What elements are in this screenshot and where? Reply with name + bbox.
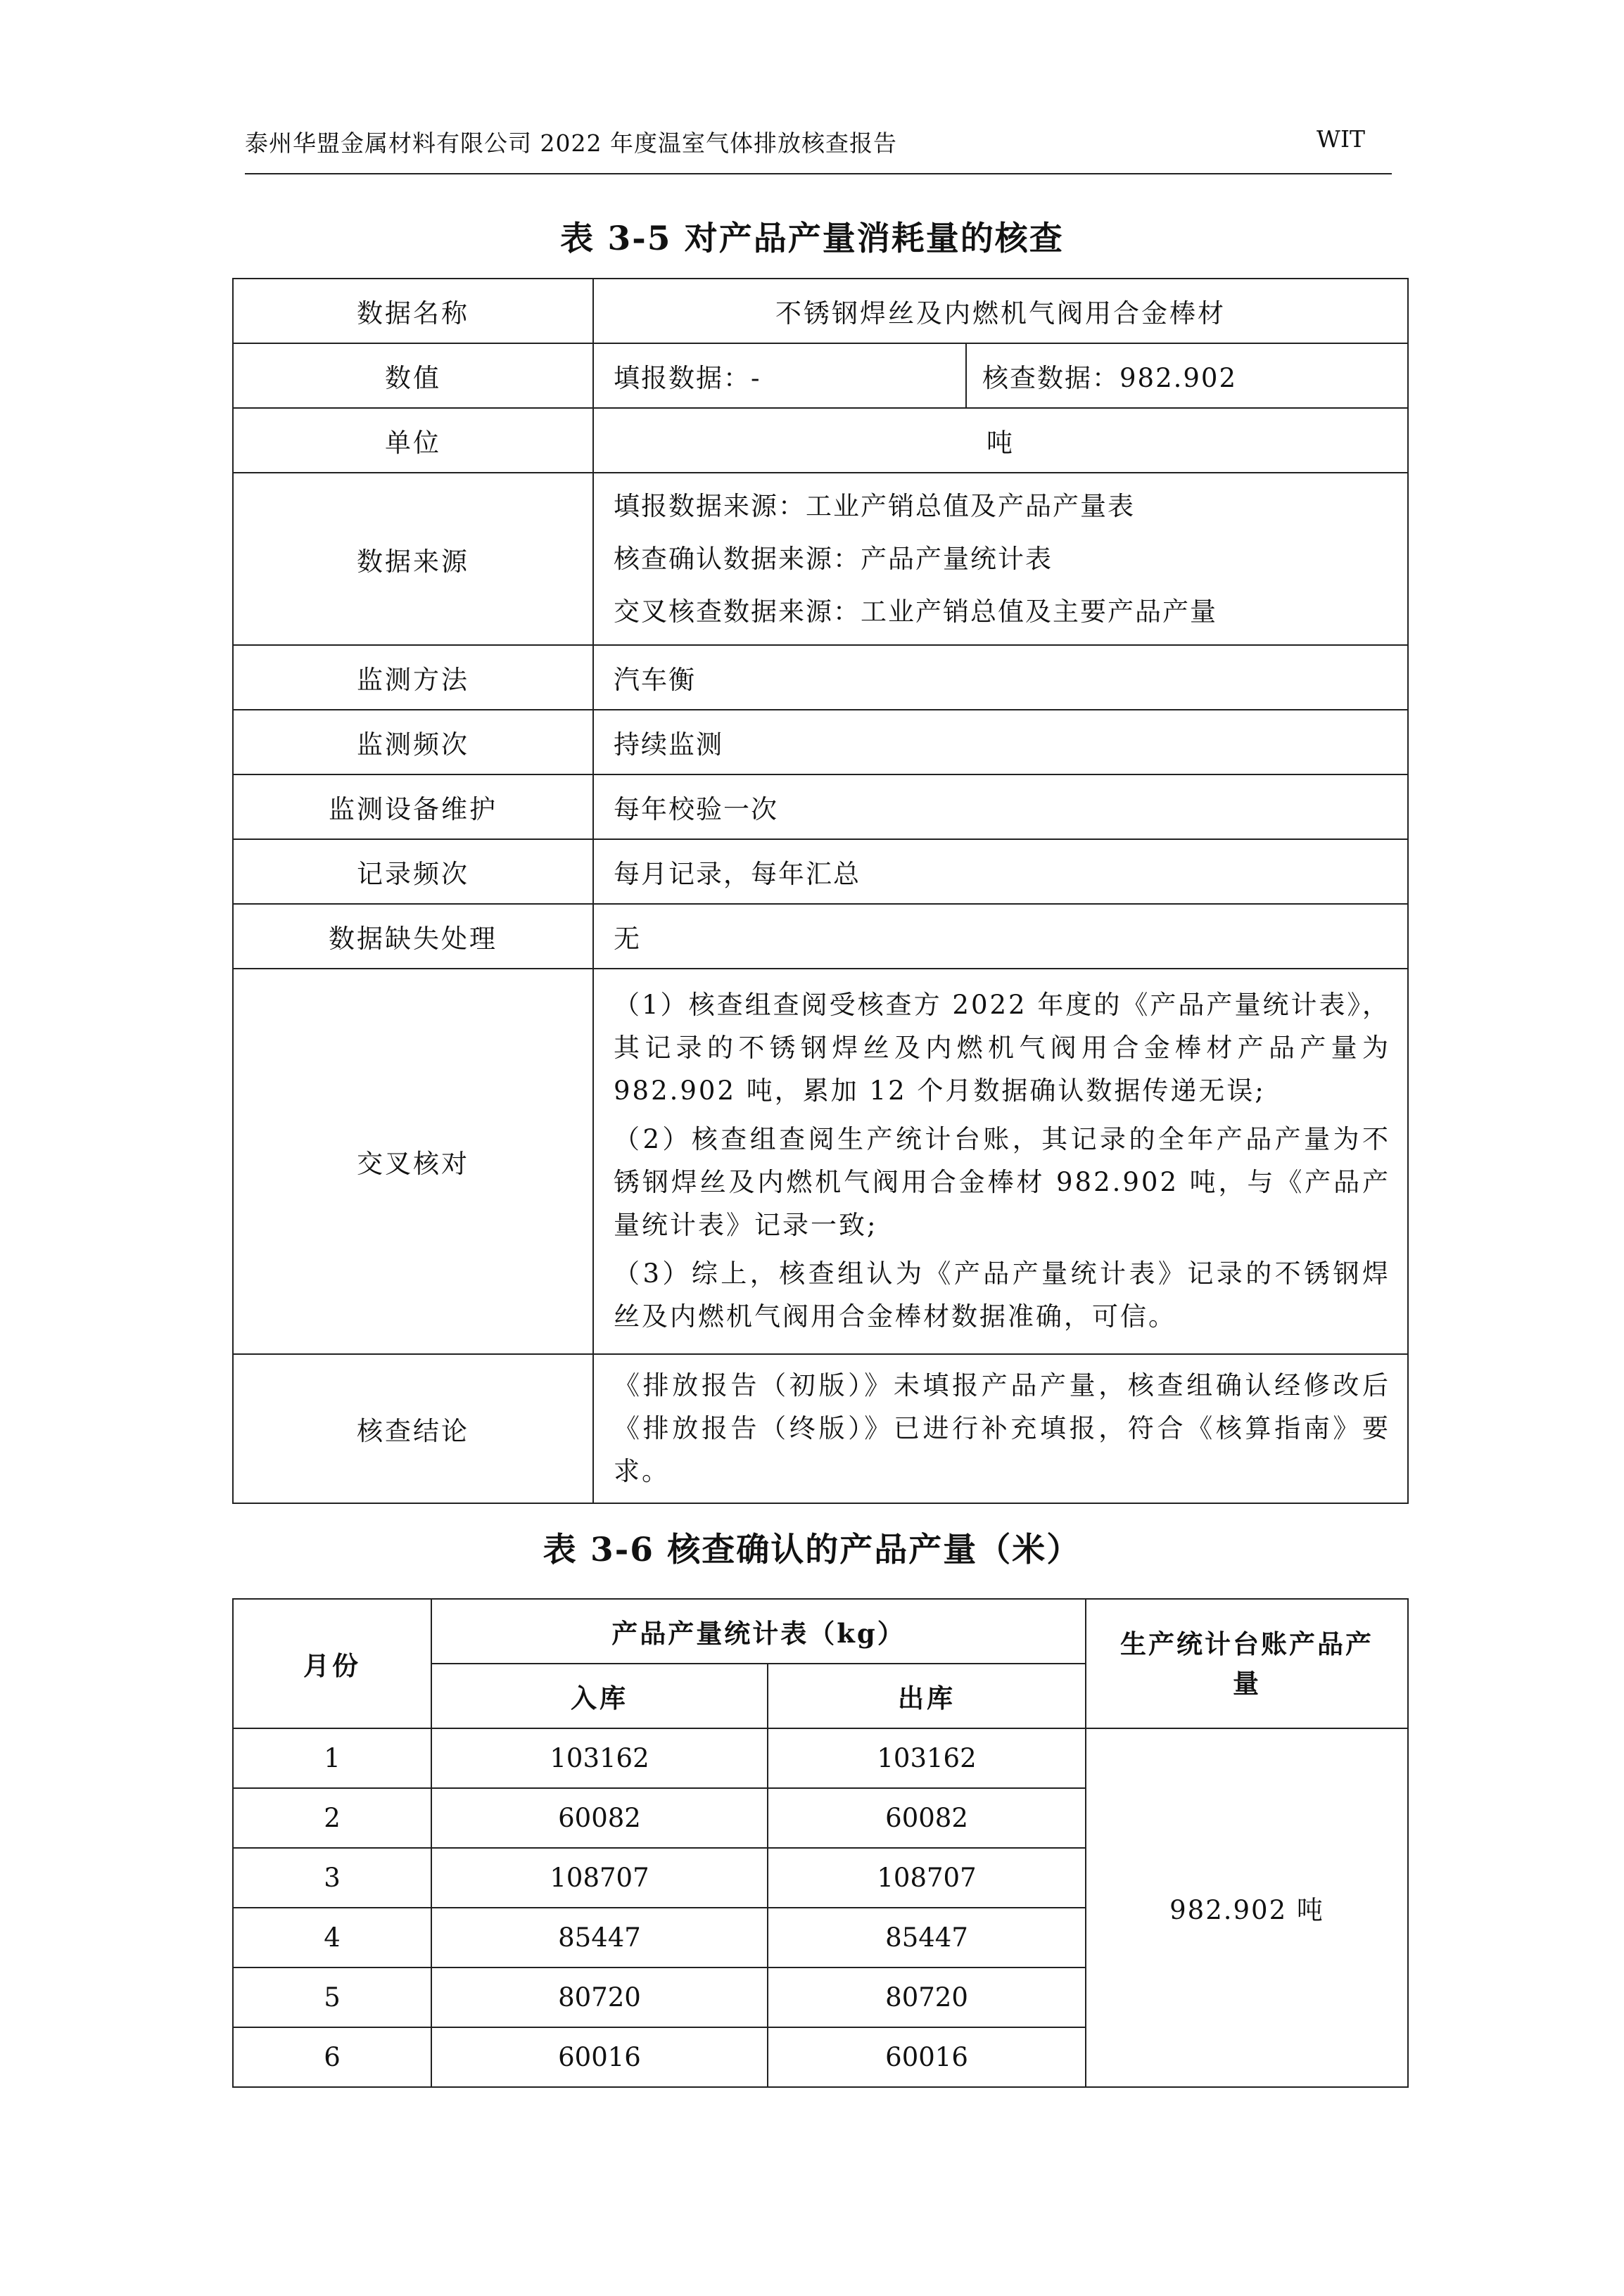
out-cell: 60082 xyxy=(768,1788,1086,1848)
org-code: WIT xyxy=(1317,125,1365,153)
row-label-frequency: 监测频次 xyxy=(233,710,593,774)
reported-value: 填报数据：- xyxy=(593,343,966,408)
out-cell: 108707 xyxy=(768,1848,1086,1908)
row-label-record: 记录频次 xyxy=(233,839,593,904)
report-title: 泰州华盟金属材料有限公司 2022 年度温室气体排放核查报告 xyxy=(245,129,897,157)
row-label-unit: 单位 xyxy=(233,408,593,473)
monthly-output-table xyxy=(232,1598,1409,2088)
cross-check-para-3: （3）综上，核查组认为《产品产量统计表》记录的不锈钢焊丝及内燃机气阀用合金棒材数据准确，可信。 xyxy=(614,1258,1390,1332)
cross-check-para-1: （1）核查组查阅受核查方 2022 年度的《产品产量统计表》，其记录的不锈钢焊丝及内燃机气阀用合金棒材产品产量为 982.902 吨，累加 12 个月数据确认数据传递无误; xyxy=(614,990,1390,1106)
row-label-missing: 数据缺失处理 xyxy=(233,904,593,969)
month-cell: 3 xyxy=(233,1848,431,1908)
col-header-stat-table: 产品产量统计表（kg） xyxy=(431,1599,1086,1664)
month-cell: 6 xyxy=(233,2027,431,2087)
table-row xyxy=(233,839,1408,904)
page-header xyxy=(245,121,1392,174)
table-row xyxy=(233,969,1408,1354)
table-row xyxy=(233,1354,1408,1503)
table-row xyxy=(233,473,1408,645)
conclusion-text xyxy=(593,1354,1408,1503)
cross-check-text xyxy=(593,969,1408,1354)
table-row xyxy=(233,645,1408,710)
in-cell: 85447 xyxy=(431,1908,768,1967)
source-verified: 核查确认数据来源：产品产量统计表 xyxy=(614,544,1053,574)
table-3-6-caption: 表 3-6 核查确认的产品产量（米） xyxy=(543,1531,1081,1569)
data-sources xyxy=(593,473,1408,645)
col-header-out: 出库 xyxy=(768,1664,1086,1728)
in-cell: 103162 xyxy=(431,1728,768,1788)
source-cross-check: 交叉核查数据来源：工业产销总值及主要产品产量 xyxy=(614,597,1217,627)
record-value: 每月记录，每年汇总 xyxy=(593,839,1408,904)
frequency-value: 持续监测 xyxy=(593,710,1408,774)
source-reported: 填报数据来源：工业产销总值及产品产量表 xyxy=(614,491,1135,521)
unit-value: 吨 xyxy=(593,408,1408,473)
month-cell: 1 xyxy=(233,1728,431,1788)
out-cell: 60016 xyxy=(768,2027,1086,2087)
row-label-data-name: 数据名称 xyxy=(233,279,593,343)
row-label-maintenance: 监测设备维护 xyxy=(233,774,593,839)
table-row xyxy=(233,1728,1408,1788)
row-label-method: 监测方法 xyxy=(233,645,593,710)
maintenance-value: 每年校验一次 xyxy=(593,774,1408,839)
col-header-month: 月份 xyxy=(233,1599,431,1728)
table-row xyxy=(233,408,1408,473)
month-cell: 5 xyxy=(233,1967,431,2027)
table-row xyxy=(233,774,1408,839)
conclusion-para: 《排放报告（初版）》未填报产品产量，核查组确认经修改后《排放报告（终版）》已进行补充填报，符合《核算指南》要求。 xyxy=(614,1370,1390,1486)
in-cell: 80720 xyxy=(431,1967,768,2027)
data-name-value: 不锈钢焊丝及内燃机气阀用合金棒材 xyxy=(593,279,1408,343)
method-value: 汽车衡 xyxy=(593,645,1408,710)
missing-value: 无 xyxy=(593,904,1408,969)
cross-check-para-2: （2）核查组查阅生产统计台账，其记录的全年产品产量为不锈钢焊丝及内燃机气阀用合金棒材 982.902 吨，与《产品产量统计表》记录一致; xyxy=(614,1124,1390,1240)
table-row xyxy=(233,710,1408,774)
col-header-in: 入库 xyxy=(431,1664,768,1728)
table-row xyxy=(233,343,1408,408)
in-cell: 60016 xyxy=(431,2027,768,2087)
out-cell: 85447 xyxy=(768,1908,1086,1967)
in-cell: 60082 xyxy=(431,1788,768,1848)
verified-value: 核查数据：982.902 xyxy=(966,343,1408,408)
out-cell: 80720 xyxy=(768,1967,1086,2027)
month-cell: 2 xyxy=(233,1788,431,1848)
row-label-source: 数据来源 xyxy=(233,473,593,645)
table-row xyxy=(233,904,1408,969)
table-3-5-caption: 表 3-5 对产品产量消耗量的核查 xyxy=(560,219,1064,258)
row-label-value: 数值 xyxy=(233,343,593,408)
ledger-value: 982.902 吨 xyxy=(1086,1728,1408,2087)
table-header-row xyxy=(233,1599,1408,1664)
table-row xyxy=(233,279,1408,343)
product-output-verification-table xyxy=(232,278,1409,1504)
col-header-ledger: 生产统计台账产品产量 xyxy=(1086,1599,1408,1728)
in-cell: 108707 xyxy=(431,1848,768,1908)
month-cell: 4 xyxy=(233,1908,431,1967)
row-label-conclusion: 核查结论 xyxy=(233,1354,593,1503)
out-cell: 103162 xyxy=(768,1728,1086,1788)
row-label-cross-check: 交叉核对 xyxy=(233,969,593,1354)
